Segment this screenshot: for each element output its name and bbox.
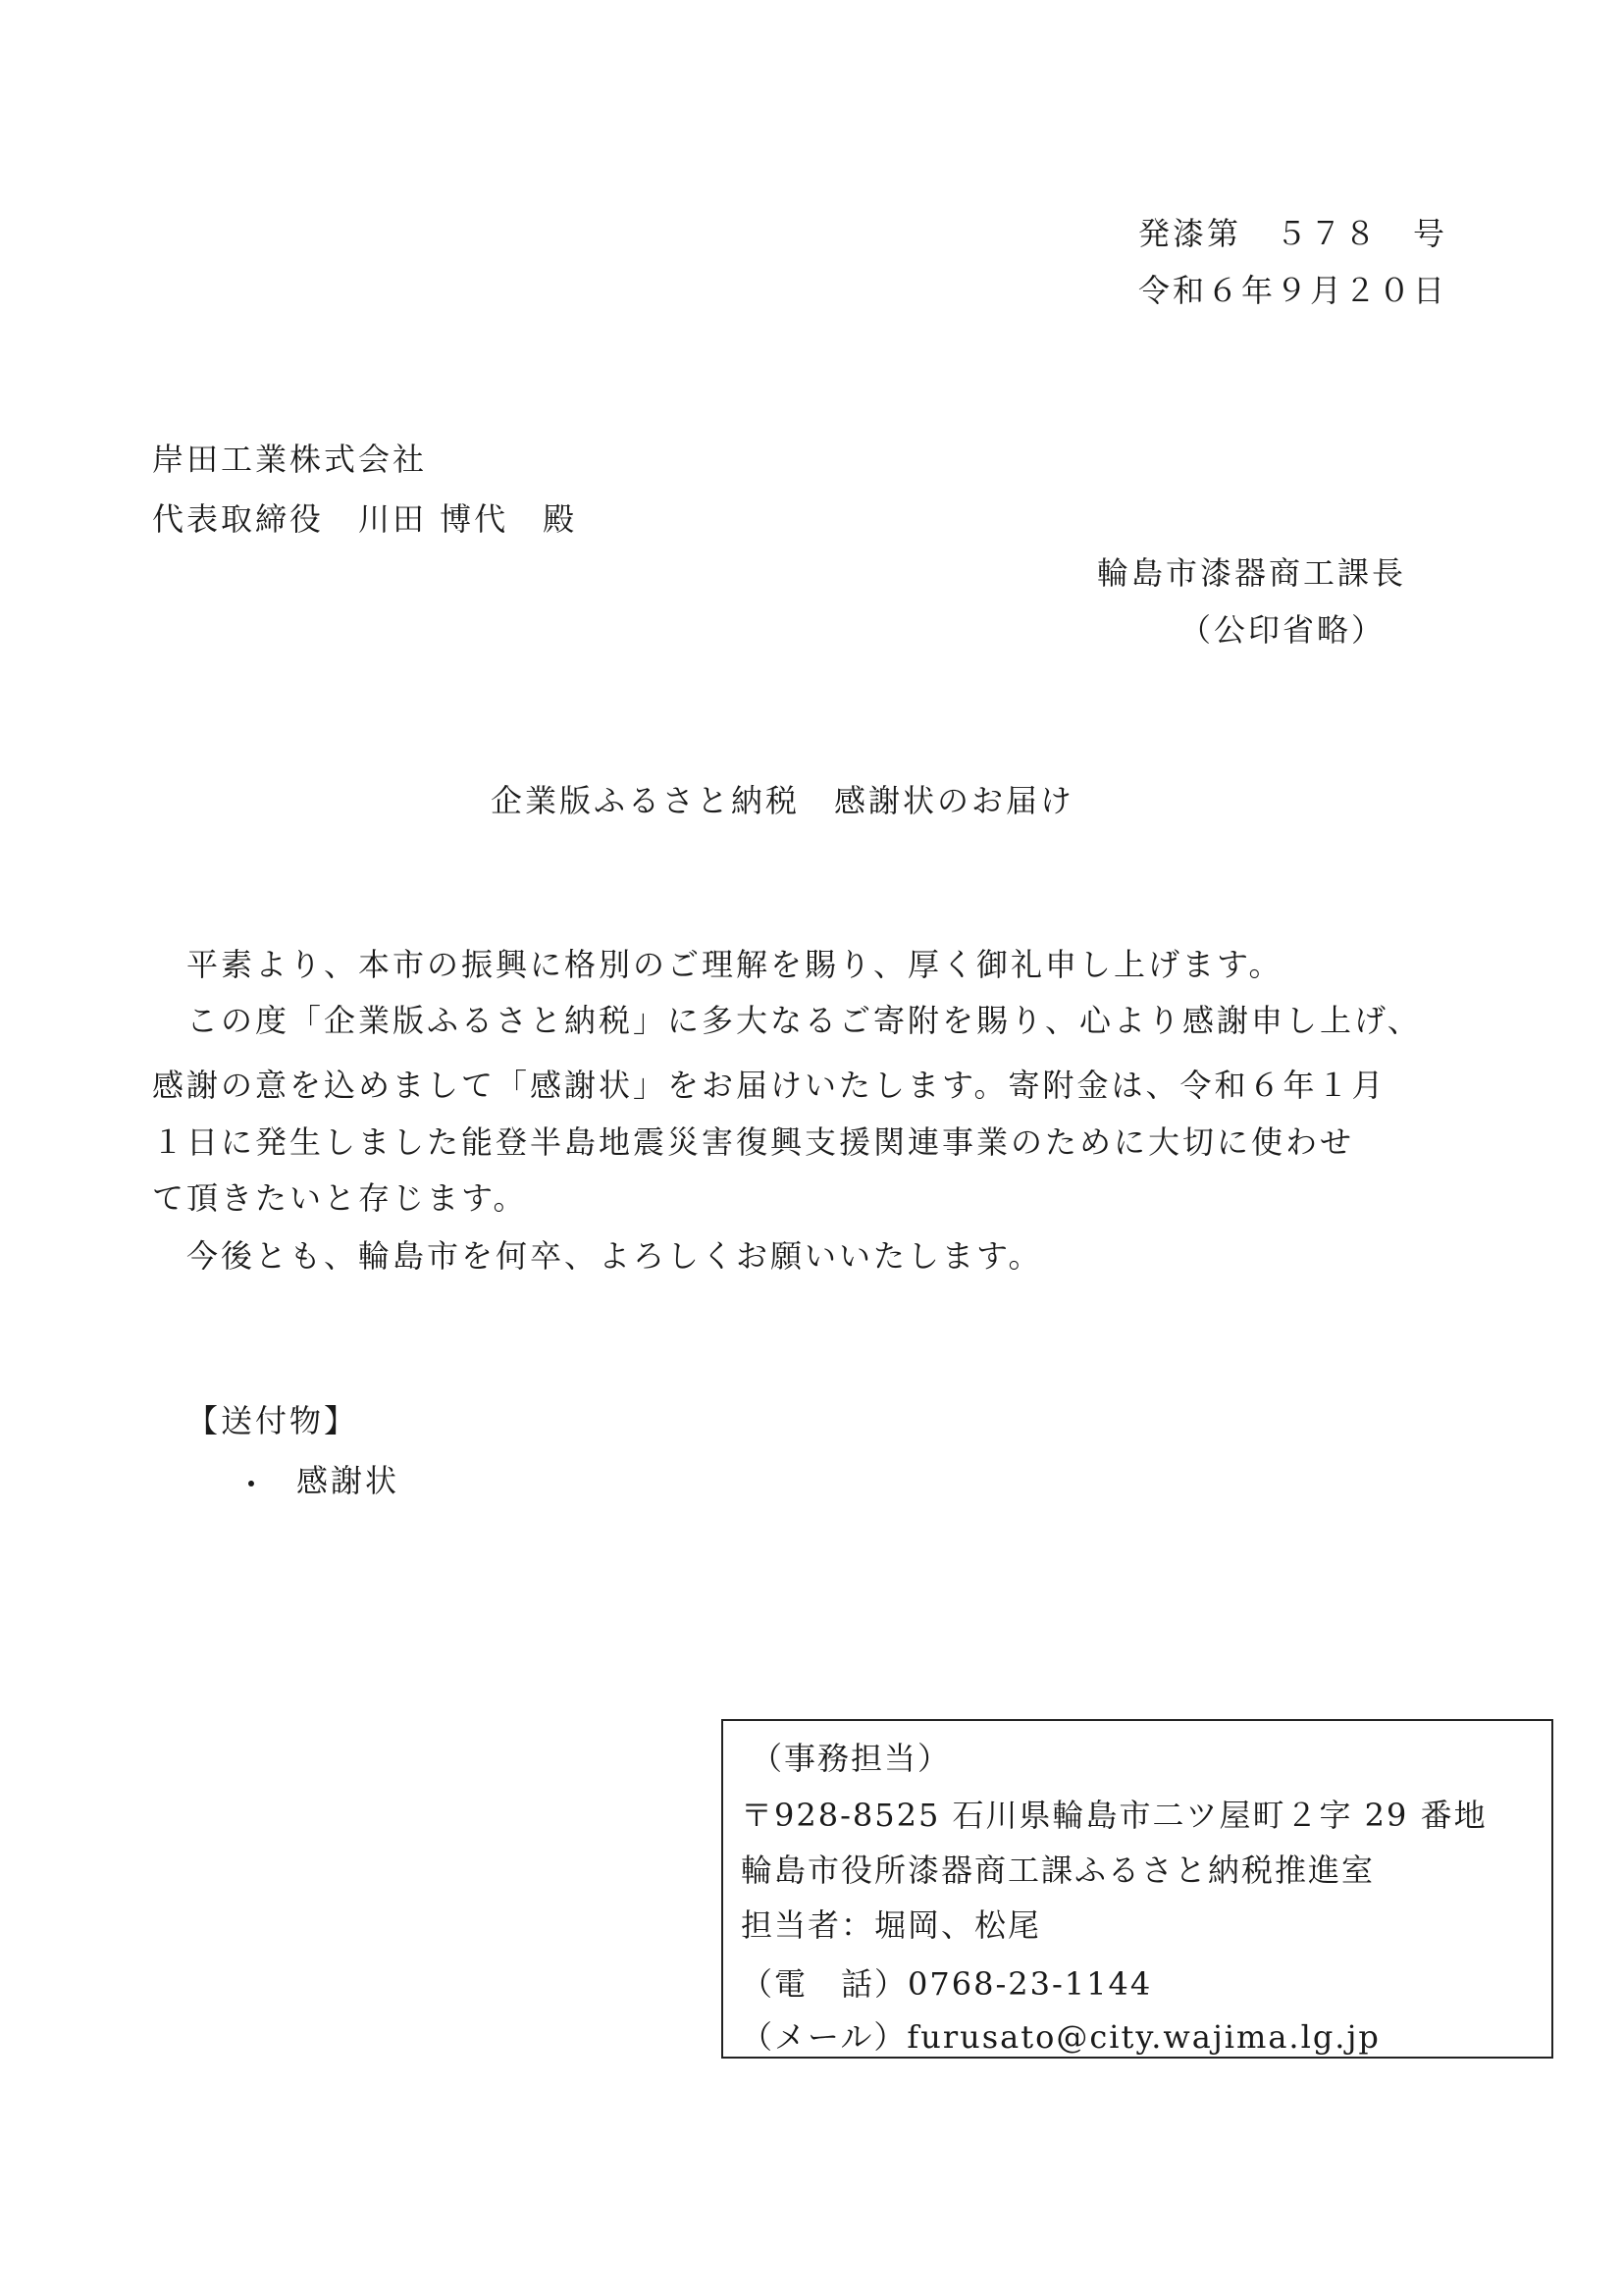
contact-box: [721, 1719, 1553, 2059]
enclosure-item: 感謝状: [296, 1462, 400, 1499]
contact-phone: （電 話）0768-23-1144: [741, 1965, 1153, 2003]
contact-office: 輪島市役所漆器商工課ふるさと納税推進室: [741, 1852, 1376, 1889]
letter-subject: 企業版ふるさと納税 感謝状のお届け: [491, 782, 1075, 819]
document-number: 発漆第 ５７８ 号: [1138, 215, 1448, 252]
body-line: １日に発生しました能登半島地震災害復興支援関連事業のために大切に使わせ: [152, 1123, 1355, 1161]
contact-heading: （事務担当）: [751, 1740, 952, 1777]
body-line: この度「企業版ふるさと納税」に多大なるご寄附を賜り、心より感謝申し上げ、: [152, 1002, 1422, 1039]
contact-staff: 担当者：堀岡、松尾: [741, 1906, 1042, 1944]
seal-omitted-note: （公印省略）: [1179, 611, 1387, 649]
enclosure-bullet: ・: [236, 1466, 271, 1503]
contact-email: （メール）furusato@city.wajima.lg.jp: [741, 2018, 1381, 2056]
body-line: 感謝の意を込めまして「感謝状」をお届けいたします。寄附金は、令和６年１月: [152, 1067, 1387, 1104]
body-line: て頂きたいと存じます。: [152, 1179, 528, 1217]
recipient-company: 岸田工業株式会社: [152, 441, 428, 478]
body-line: 平素より、本市の振興に格別のご理解を賜り、厚く御礼申し上げます。: [152, 946, 1283, 983]
sender-title: 輪島市漆器商工課長: [1097, 554, 1407, 592]
enclosure-heading: 【送付物】: [186, 1402, 359, 1439]
contact-address: 〒928-8525 石川県輪島市二ツ屋町２字 29 番地: [741, 1797, 1488, 1834]
document-date: 令和６年９月２０日: [1138, 272, 1448, 309]
body-line: 今後とも、輪島市を何卒、よろしくお願いいたします。: [152, 1237, 1043, 1275]
recipient-name: 代表取締役 川田 博代 殿: [152, 500, 578, 538]
